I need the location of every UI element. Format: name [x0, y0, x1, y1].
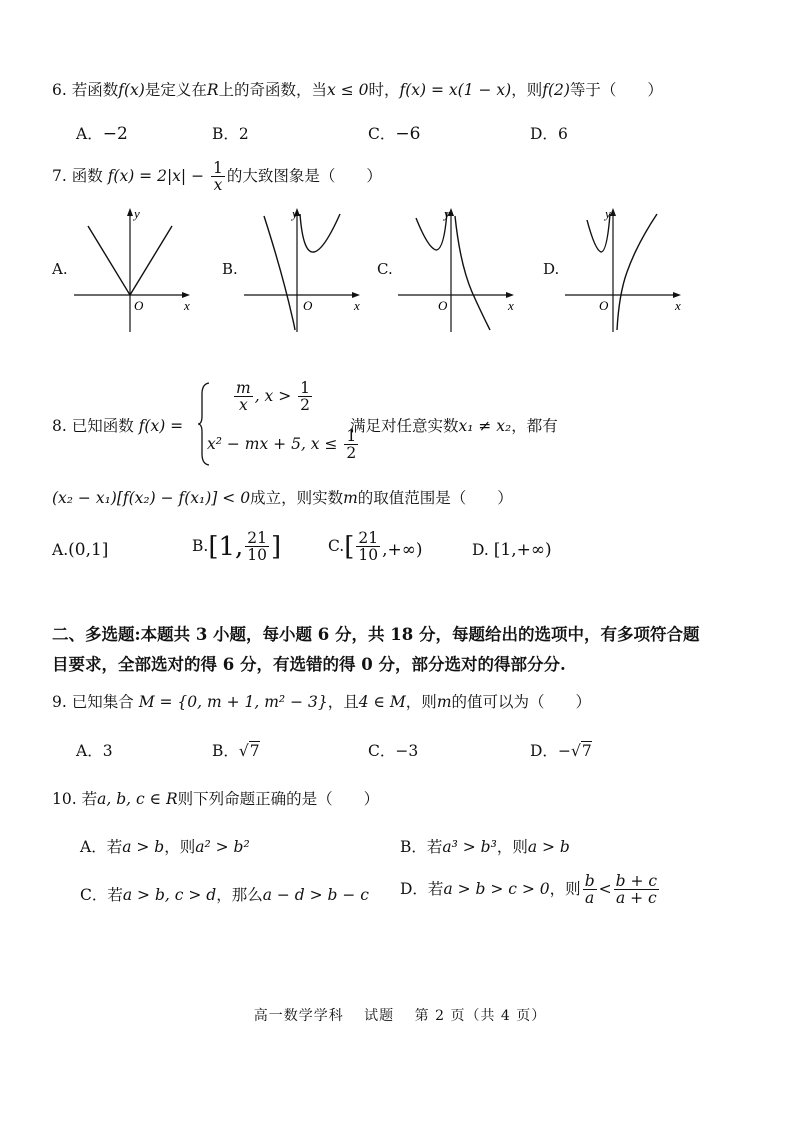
q10-text: 则下列命题正确的是（ ）: [177, 790, 380, 808]
q10-stem: [52, 787, 379, 809]
q9-option-c: C．−3: [368, 742, 419, 760]
graph-c-label: C.: [377, 260, 393, 278]
q10-option-d: D．若a > b > c > 0，则 $\frac{b}{a}$ < $\frac{b + c}{a + c}$: [400, 872, 658, 908]
q9-number: 9.: [52, 693, 67, 711]
q8-text: 已知函数: [71, 417, 134, 435]
q7-fraction: $\frac{1}{x}$: [213, 159, 223, 195]
graph-c-y-label: y: [444, 206, 450, 221]
q9-text: 的值可以为（ ）: [451, 693, 592, 711]
q8-number: 8.: [52, 417, 67, 435]
q6-option-d: D．6: [530, 125, 568, 143]
q9-stem: [52, 690, 591, 712]
q10-math: a, b, c ∈ R: [97, 790, 178, 808]
q7-number: 7.: [52, 166, 67, 185]
q7-math: f(x) = 2|x| −: [107, 166, 205, 185]
q7-text: 函数: [71, 166, 103, 185]
q6-math: x ≤ 0: [327, 81, 369, 99]
q9-math: M = {0, m + 1, m² − 3}: [138, 693, 328, 711]
q6-text: 若函数: [71, 81, 119, 99]
q10-number: 10.: [52, 790, 77, 808]
q6-math: f(x): [118, 81, 145, 99]
q6-text: 时，: [368, 81, 400, 99]
graph-b-y-label: y: [292, 206, 298, 221]
graph-a-x-label: x: [184, 298, 190, 313]
graph-a-label: A.: [52, 260, 68, 278]
q10-text: 若: [81, 790, 98, 808]
graph-b-label: B.: [222, 260, 238, 278]
q6-text: 等于（ ）: [569, 81, 663, 99]
q8-option-d: D. [1,+∞): [472, 540, 552, 560]
q6-stem: [52, 78, 663, 100]
q8-inequality: (x₂ − x₁)[f(x₂) − f(x₁)] < 0: [52, 489, 251, 507]
q9-option-a: A．3: [76, 742, 113, 760]
graph-c: [398, 204, 524, 334]
q6-option-c: C．−6: [368, 124, 421, 144]
q6-number: 6.: [52, 81, 67, 99]
q7-stem: [52, 160, 382, 194]
q6-math: f(2): [542, 81, 570, 99]
q8-text: 的取值范围是（ ）: [357, 489, 513, 507]
q8-condition-line: [52, 486, 513, 508]
graph-d-y-label: y: [605, 206, 611, 221]
graph-d-origin: O: [599, 298, 609, 313]
q6-option-b: B．2: [212, 125, 249, 143]
q6-text: ，则: [511, 81, 543, 99]
q9-text: 已知集合: [71, 693, 134, 711]
q8-text: 成立，则实数: [250, 489, 344, 507]
q10-option-a: A．若a > b，则a² > b²: [80, 838, 250, 856]
graph-d-label: D.: [543, 260, 560, 278]
graph-d: [565, 204, 691, 334]
q8-stem-lead: [52, 414, 183, 436]
graph-d-x-label: x: [675, 298, 681, 313]
q6-text: 上的奇函数，当: [218, 81, 328, 99]
q8-piece-1: $\frac{m}{x}$ , x > $\frac{1}{2}$: [236, 379, 311, 415]
q9-math: 4 ∈ M: [358, 693, 406, 711]
graph-b: [244, 204, 370, 334]
q9-text: ，则: [405, 693, 437, 711]
q9-option-b: B．√7: [212, 742, 260, 760]
q8-math: m: [343, 489, 358, 507]
section-2-line-1: 二、多选题:本题共 3 小题，每小题 6 分，共 18 分，每题给出的选项中，有多项符合题: [52, 625, 700, 644]
page-footer: 高一数学学科 试题 第 2 页（共 4 页）: [253, 1008, 547, 1024]
graph-a: [74, 204, 200, 334]
q10-option-c: C．若a > b, c > d，那么a − d > b − c: [80, 886, 369, 904]
q8-stem-tail: 满足对任意实数x₁ ≠ x₂，都有: [350, 417, 558, 435]
q9-text: ，且: [327, 693, 359, 711]
q6-math: R: [206, 81, 219, 99]
q10-option-b: B．若a³ > b³，则a > b: [400, 838, 570, 856]
q7-text: 的大致图象是（ ）: [226, 166, 382, 185]
section-2-instructions: [52, 620, 699, 680]
graph-c-x-label: x: [508, 298, 514, 313]
graph-b-origin: O: [303, 298, 313, 313]
q9-option-d: D．−√7: [530, 742, 592, 760]
graph-c-origin: O: [438, 298, 448, 313]
q8-option-b: B.[1, $\frac{21}{10}$ ]: [192, 529, 282, 565]
graph-b-x-label: x: [354, 298, 360, 313]
q8-piece-2: x² − mx + 5, x ≤ $\frac{1}{2}$: [207, 427, 357, 463]
q9-math: m: [436, 693, 452, 711]
q6-option-a: A．−2: [76, 124, 128, 144]
q8-option-c: C.[ $\frac{21}{10}$ ,+∞): [328, 529, 423, 565]
section-2-line-2: 目要求，全部选对的得 6 分，有选错的得 0 分，部分选对的得部分分.: [52, 655, 566, 674]
q6-text: 是定义在: [144, 81, 207, 99]
q8-option-a: A.(0,1]: [52, 540, 109, 560]
q6-math: f(x) = x(1 − x): [399, 81, 512, 99]
graph-a-y-label: y: [134, 206, 140, 221]
q8-math: f(x) =: [138, 417, 184, 435]
graph-a-origin: O: [134, 298, 144, 313]
